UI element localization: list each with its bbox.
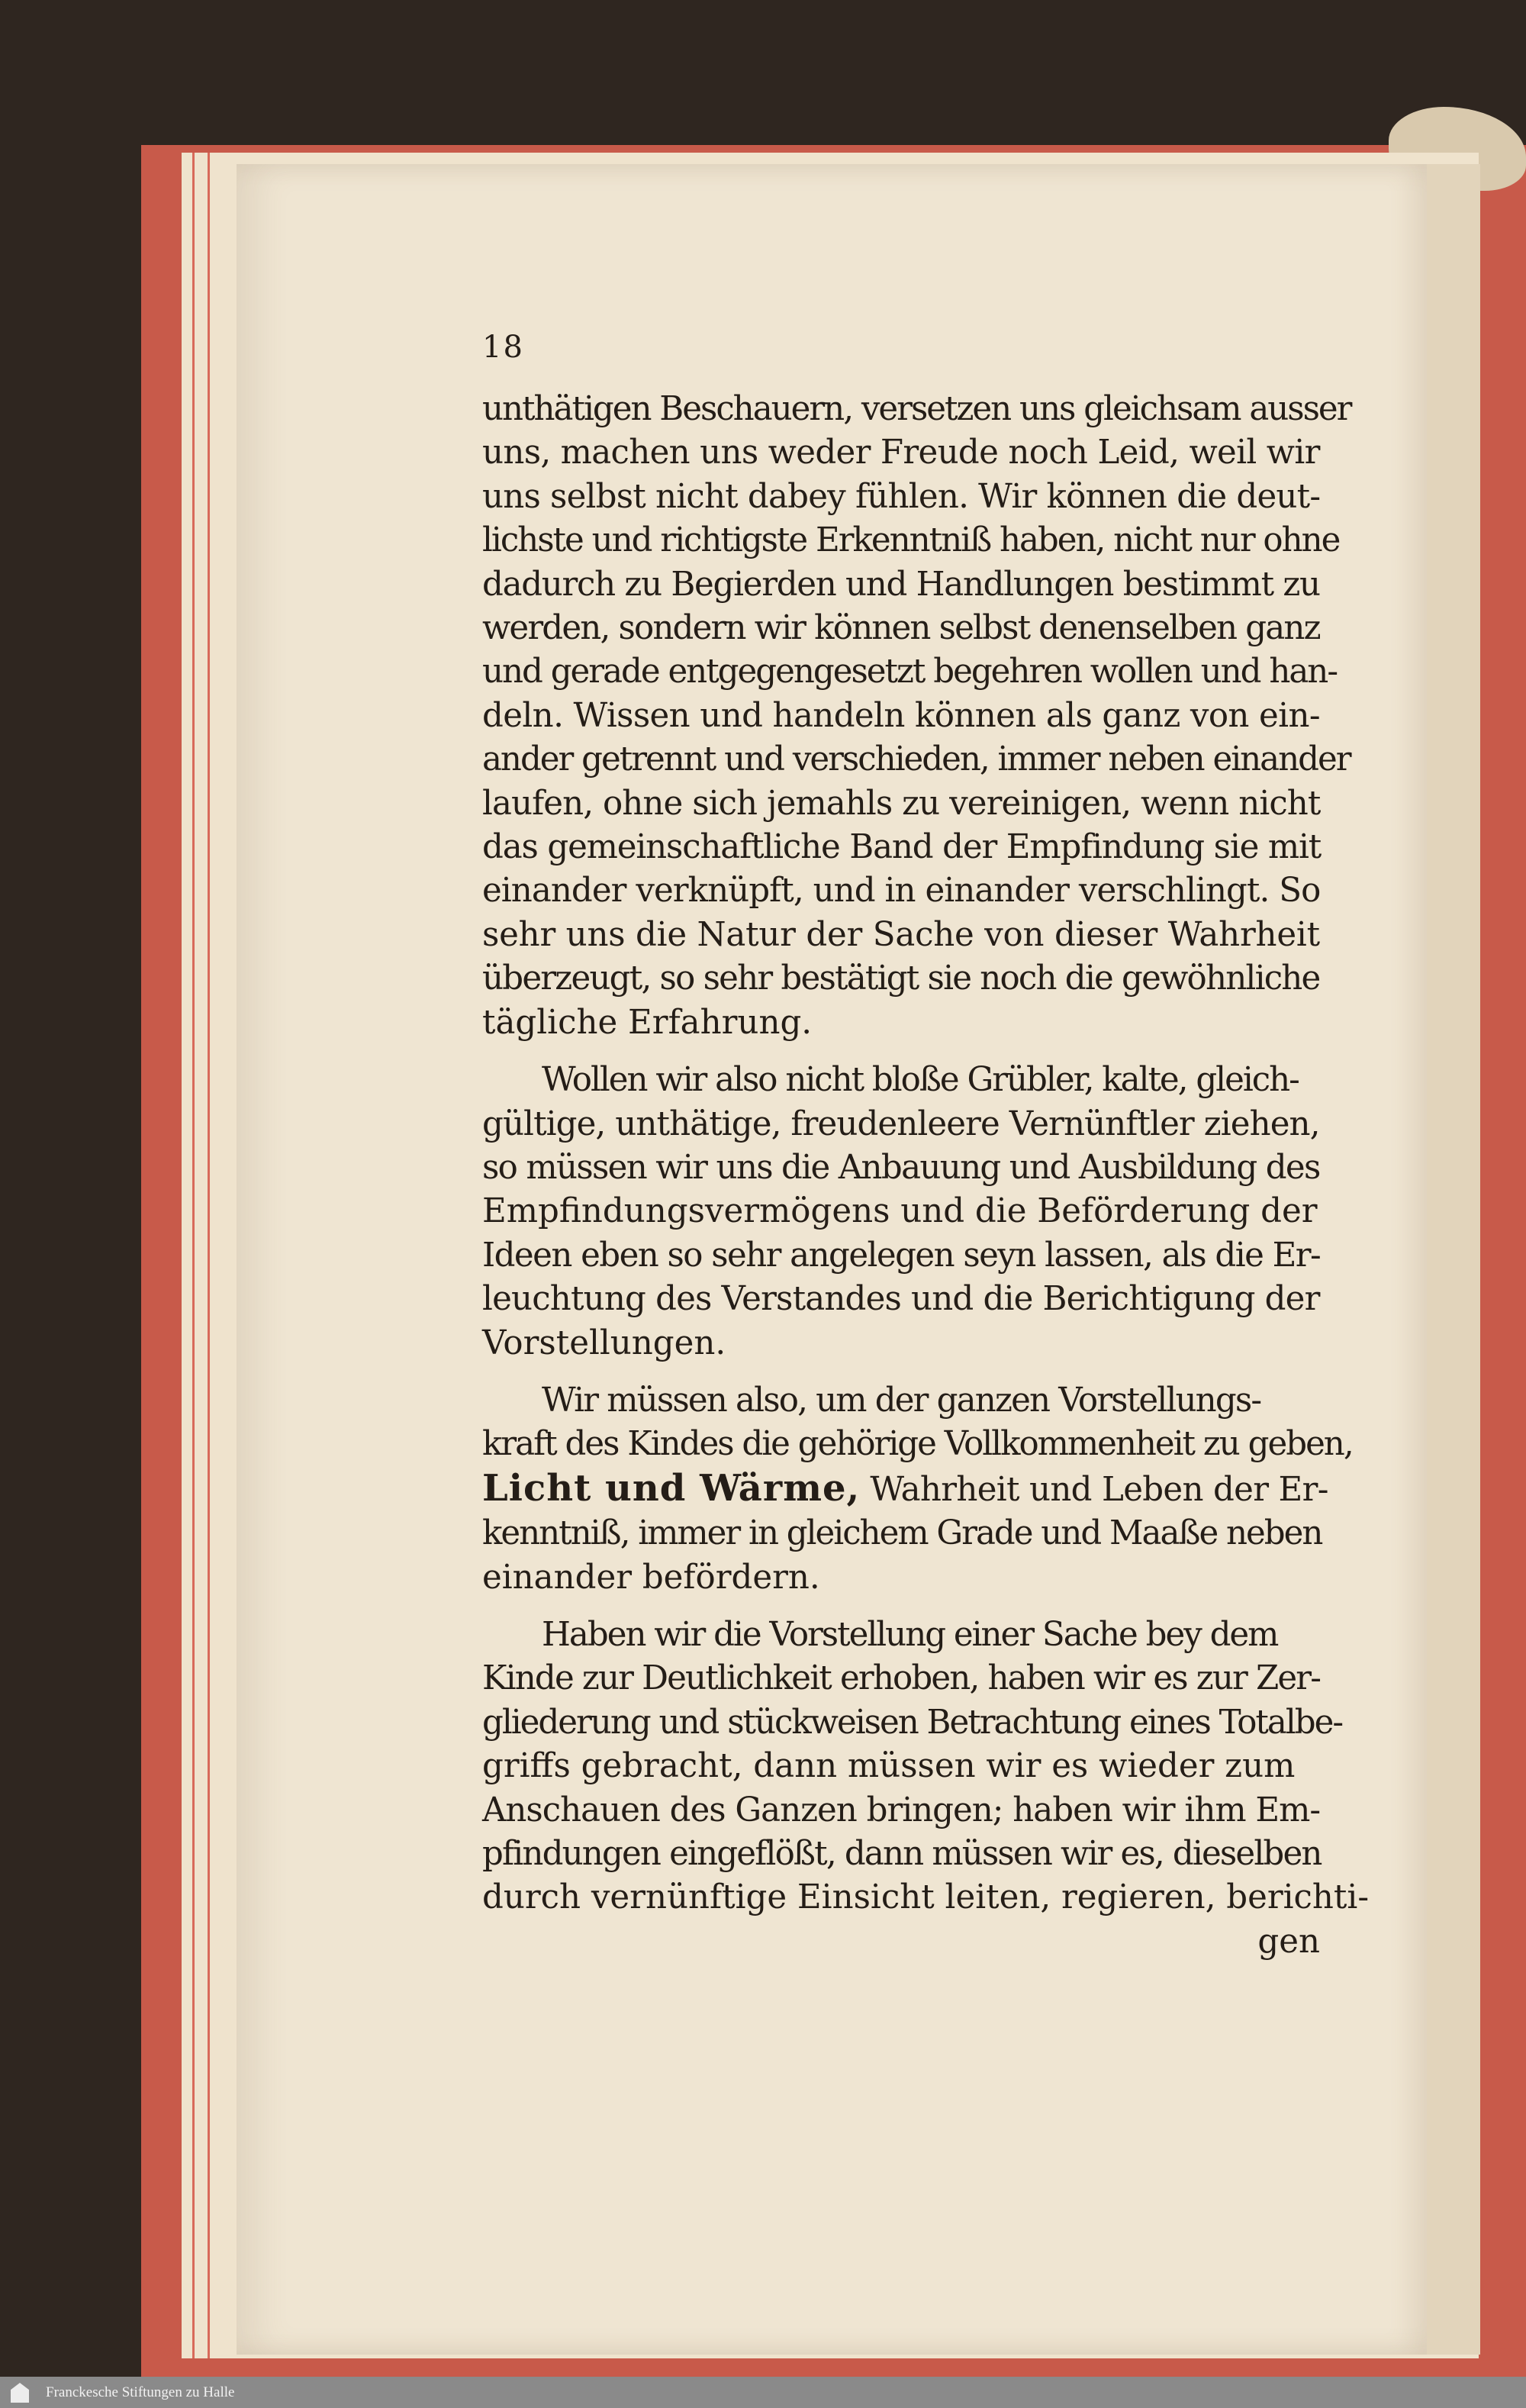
- text-line: so müssen wir uns die Anbauung und Ausbildung des: [482, 1148, 1320, 1187]
- text-line: sehr uns die Natur der Sache von dieser Wahrheit: [482, 915, 1320, 954]
- text-line: uns selbst nicht dabey fühlen. Wir können die deut-: [482, 477, 1321, 516]
- text-line: einander befördern.: [482, 1558, 820, 1597]
- page-number: 18: [482, 330, 524, 365]
- text-line: laufen, ohne sich jemahls zu vereinigen, wenn nicht: [482, 784, 1321, 823]
- text-line: dadurch zu Begierden und Handlungen bestimmt zu: [482, 565, 1320, 604]
- text-line: leuchtung des Verstandes und die Berichtigung der: [482, 1280, 1320, 1319]
- text-line: durch vernünftige Einsicht leiten, regieren, berichti-: [482, 1878, 1370, 1917]
- text-line: das gemeinschaftliche Band der Empfindung sie mit: [482, 828, 1322, 867]
- text-line: Anschauen des Ganzen bringen; haben wir ihm Em-: [482, 1791, 1321, 1829]
- text-line: Wir müssen also, um der ganzen Vorstellungs-: [542, 1381, 1261, 1420]
- text-line: kenntniß, immer in gleichem Grade und Maaße neben: [482, 1514, 1322, 1553]
- francke-logo-icon: [11, 2383, 29, 2403]
- text-line: griffs gebracht, dann müssen wir es wieder zum: [482, 1747, 1296, 1786]
- text-line: uns, machen uns weder Freude noch Leid, weil wir: [482, 434, 1320, 472]
- paragraph: [482, 388, 1351, 1045]
- page-text: [482, 388, 1370, 1964]
- text-line: Vorstellungen.: [482, 1323, 726, 1362]
- text-line: ander getrennt und verschieden, immer neben einander: [482, 740, 1351, 779]
- footer-label: Franckesche Stiftungen zu Halle: [46, 2384, 235, 2400]
- paragraph: [482, 1613, 1370, 1964]
- catchword: gen: [1257, 1922, 1320, 1961]
- text-line: Ideen eben so sehr angelegen seyn lassen, als die Er-: [482, 1236, 1321, 1275]
- red-edge-line: [208, 153, 210, 2358]
- text-line: Kinde zur Deutlichkeit erhoben, haben wir es zur Zer-: [482, 1659, 1321, 1698]
- text-line: Haben wir die Vorstellung einer Sache bey dem: [542, 1615, 1278, 1654]
- text-line: tägliche Erfahrung.: [482, 1003, 813, 1042]
- text-line: [482, 1466, 1328, 1512]
- text-line: unthätigen Beschauern, versetzen uns gleichsam ausser: [482, 390, 1351, 428]
- text-line: Wollen wir also nicht bloße Grübler, kalte, gleich-: [542, 1061, 1299, 1100]
- text-line: überzeugt, so sehr bestätigt sie noch die gewöhnliche: [482, 959, 1320, 998]
- text-line: Empfindungsvermögens und die Beförderung der: [482, 1192, 1318, 1231]
- emphasis-text: Licht und Wärme,: [482, 1466, 861, 1510]
- page-gutter: [1427, 164, 1480, 2355]
- text-line: pfindungen eingeflößt, dann müssen wir es, dieselben: [482, 1835, 1322, 1873]
- paragraph: [482, 1379, 1353, 1600]
- text-line: gültige, unthätige, freudenleere Vernünftler ziehen,: [482, 1104, 1320, 1143]
- text-line: kraft des Kindes die gehörige Vollkommenheit zu geben,: [482, 1425, 1353, 1464]
- red-edge-line: [192, 153, 195, 2358]
- footer-bar: [0, 2377, 1526, 2408]
- text-fragment: Wahrheit und Leben der Er-: [870, 1470, 1328, 1509]
- text-line: deln. Wissen und handeln können als ganz von ein-: [482, 696, 1320, 735]
- text-line: einander verknüpft, und in einander verschlingt. So: [482, 872, 1321, 911]
- text-line: gliederung und stückweisen Betrachtung eines Totalbe-: [482, 1703, 1343, 1742]
- text-line: werden, sondern wir können selbst denenselben ganz: [482, 609, 1320, 648]
- text-line: lichste und richtigste Erkenntniß haben, nicht nur ohne: [482, 521, 1340, 560]
- paragraph: [482, 1059, 1320, 1365]
- text-line: und gerade entgegengesetzt begehren wollen und han-: [482, 653, 1338, 691]
